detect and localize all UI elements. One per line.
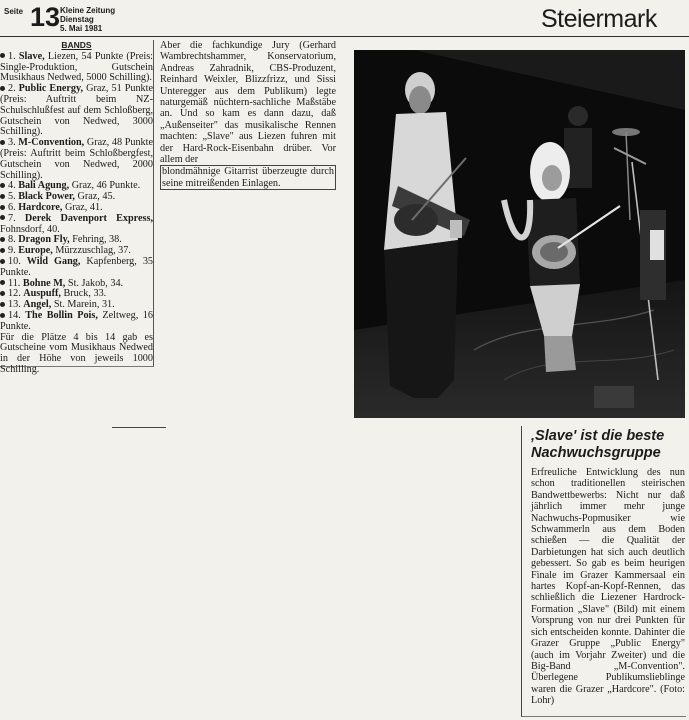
band-rank: 14.	[8, 309, 21, 321]
band-rank: 13.	[8, 299, 21, 311]
bullet-icon	[0, 313, 5, 318]
band-rank: 2.	[8, 83, 16, 95]
band-details: Graz, 45.	[74, 191, 116, 203]
region-heading: Steiermark	[541, 5, 657, 33]
bullet-icon	[0, 215, 5, 220]
band-name: Dragon Fly,	[18, 234, 70, 246]
band-name: Public Energy,	[18, 83, 84, 95]
band-entry	[0, 138, 153, 181]
bullet-icon	[0, 86, 5, 91]
band-entry	[0, 52, 153, 84]
band-entry	[0, 257, 153, 279]
bullet-icon	[0, 280, 5, 285]
clipping-rule	[112, 427, 166, 428]
band-details: Graz, 48 Punkte (Preis: Auftritt beim Schloßbergfest, Gutschein von Nedwed, 2000 Schilling).	[0, 137, 154, 181]
bullet-icon	[0, 259, 5, 264]
issue-date: 5. Mai 1981	[60, 24, 103, 33]
band-list	[0, 52, 153, 333]
bullet-icon	[0, 237, 5, 242]
bands-kicker: BANDS	[61, 40, 92, 50]
page-label: Seite	[4, 7, 24, 16]
band-entry	[0, 311, 153, 333]
bands-ranking-column	[0, 40, 154, 375]
band-details: Fehring, 38.	[69, 234, 122, 246]
page-number: 13	[30, 2, 61, 32]
band-name: Bohne M,	[22, 277, 66, 289]
concert-photo-graphic	[354, 50, 685, 418]
band-photo	[354, 50, 685, 418]
band-name: M-Convention,	[18, 137, 85, 149]
band-rank: 4.	[8, 180, 16, 192]
band-name: Wild Gang,	[26, 255, 81, 267]
band-rank: 9.	[8, 245, 16, 257]
band-rank: 10.	[8, 255, 21, 267]
header-rule	[0, 36, 689, 37]
band-rank: 12.	[8, 288, 21, 300]
band-details: Graz, 51 Punkte (Preis: Auftritt beim NZ-Schulschlußfest auf dem Schloßberg, Gutschein von Nedwed, 3000 Schilling).	[0, 83, 154, 138]
band-rank: 1.	[8, 50, 16, 62]
middle-paragraph: Aber die fachkundige Jury (Gerhard Wambrechtshammer, Konservatorium, Andreas Zahradnik, CBS-Produzent, Reinhard Weixler, Blizzfrizz, und Sissi Unteregger aus dem Publikum) legte naturgemäß nüchtern-sachliche Maßstäbe an. Und so kam es dann dazu, daß „Außenseiter" das musikalische Rennen machten: „Slave" aus Liezen fuhren mit der Hard-Rock-Eisenbahn drüber. Vor allem der	[160, 40, 336, 166]
bullet-icon	[0, 183, 5, 188]
band-name: Europe,	[18, 245, 53, 257]
band-name: The Bollin Pois,	[25, 309, 98, 321]
band-details: Mürzzuschlag, 37.	[52, 245, 131, 257]
band-name: Bali Agung,	[18, 180, 70, 192]
band-rank: 7.	[8, 212, 16, 224]
bullet-icon	[0, 291, 5, 296]
band-rank: 11.	[8, 277, 21, 289]
bullet-icon	[0, 140, 5, 145]
bullet-icon	[0, 53, 5, 58]
band-name: Hardcore,	[18, 201, 63, 213]
band-name: Angel,	[23, 299, 52, 311]
article-middle-column	[160, 40, 336, 194]
middle-boxed-line: blondmähnige Gitarrist überzeugte durch seine mitreißenden Einlagen.	[162, 166, 334, 189]
band-details: St. Jakob, 34.	[65, 277, 124, 289]
band-rank: 5.	[8, 191, 16, 203]
band-details: Zeltweg, 16 Punkte.	[0, 309, 153, 332]
bullet-icon	[0, 205, 5, 210]
band-name: Black Power,	[18, 191, 75, 203]
band-rank: 8.	[8, 234, 16, 246]
band-details: Liezen, 54 Punkte (Preis: Single-Produktion, Gutschein Musikhaus Nedwed, 5000 Schilling).	[0, 50, 153, 84]
band-name: Derek Davenport Express,	[24, 212, 153, 224]
band-name: Auspuff,	[23, 288, 61, 300]
band-entry	[0, 84, 153, 138]
caption-body: Erfreuliche Entwicklung des nun schon traditionellen steirischen Bandwettbewerbs: Nicht nur daß jährlich immer mehr junge Nachwuchs-Popmusiker wie Schwammerln aus dem Boden schießen — die Qualität der Darbietungen hat sich auch deutlich gebessert. So gab es beim heurigen Finale im Grazer Kammersaal ein hartes Kopf-an-Kopf-Rennen, das schließlich die Liezener Hardrock-Formation „Slave" (Bild) mit einem Vorsprung von nur drei Punkten für sich entscheiden konnte. Dahinter die Grazer Gruppe „Public Energy" (auch im Vorjahr Zweiter) und die Big-Band „M-Convention". Überlegene Publikumslieblinge waren die Grazer „Hardcore". (Foto: Lohr)	[531, 467, 685, 707]
bullet-icon	[0, 248, 5, 253]
weekday: Dienstag	[60, 15, 94, 24]
paper-name: Kleine Zeitung	[60, 6, 116, 15]
caption-headline: ‚Slave' ist die beste Nachwuchsgruppe	[531, 428, 665, 461]
band-details: Fohnsdorf, 40.	[0, 223, 60, 235]
band-entry	[0, 214, 153, 236]
band-rank: 6.	[8, 201, 16, 213]
bullet-icon	[0, 302, 5, 307]
bullet-icon	[0, 194, 5, 199]
band-details: Graz, 46 Punkte.	[69, 180, 141, 192]
band-details: Bruck, 33.	[60, 288, 107, 300]
bands-footer: Für die Plätze 4 bis 14 gab es Gutscheine vom Musikhaus Nedwed in der Höhe von jeweils 1000 Schilling.	[0, 331, 153, 375]
band-name: Slave,	[18, 50, 45, 62]
band-details: Kapfenberg, 35 Punkte.	[0, 255, 154, 278]
band-details: Graz, 41.	[62, 201, 103, 213]
band-rank: 3.	[8, 137, 16, 149]
band-details: St. Marein, 31.	[51, 299, 115, 311]
